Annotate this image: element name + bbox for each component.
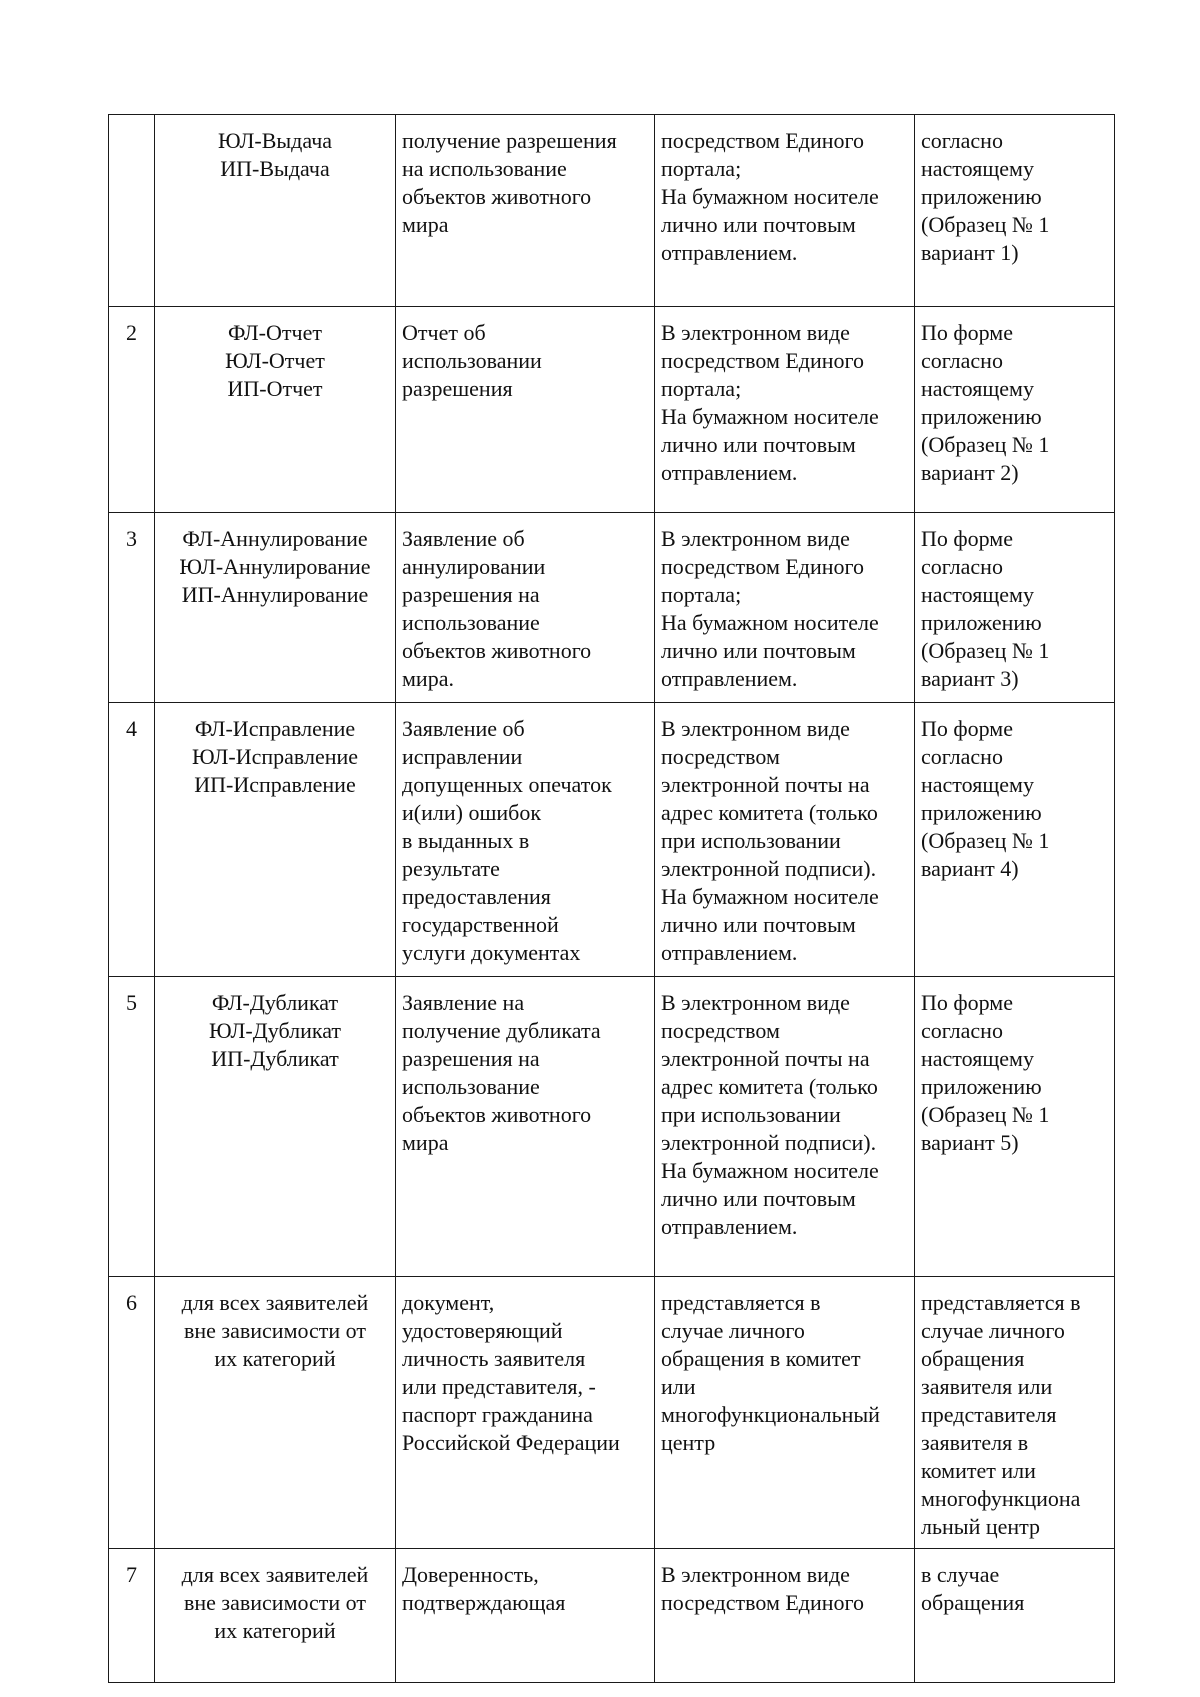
table-row (109, 977, 1115, 1277)
table-row (109, 1277, 1115, 1549)
services-table (108, 114, 1115, 1683)
submission-method-cell: В электронном виде посредством электронной почты на адрес комитета (только при использовании электронной подписи). На бумажном носителе лично или почтовым отправлением. (655, 977, 915, 1277)
form-requirement-cell: По форме согласно настоящему приложению (Образец № 1 вариант 3) (915, 513, 1115, 703)
document-name-cell: получение разрешения на использование объектов животного мира (396, 115, 655, 307)
row-number-cell: 3 (109, 513, 155, 703)
form-requirement-cell: По форме согласно настоящему приложению (Образец № 1 вариант 4) (915, 703, 1115, 977)
row-number-cell (109, 115, 155, 307)
applicant-category-cell: для всех заявителей вне зависимости от их категорий (155, 1549, 396, 1683)
document-name-cell: Заявление на получение дубликата разрешения на использование объектов животного мира (396, 977, 655, 1277)
table-row (109, 703, 1115, 977)
applicant-category-cell: ФЛ-Аннулирование ЮЛ-Аннулирование ИП-Аннулирование (155, 513, 396, 703)
submission-method-cell: представляется в случае личного обращения в комитет или многофункциональный центр (655, 1277, 915, 1549)
submission-method-cell: В электронном виде посредством электронной почты на адрес комитета (только при использовании электронной подписи). На бумажном носителе лично или почтовым отправлением. (655, 703, 915, 977)
form-requirement-cell: в случае обращения (915, 1549, 1115, 1683)
row-number-cell: 2 (109, 307, 155, 513)
form-requirement-cell: По форме согласно настоящему приложению (Образец № 1 вариант 5) (915, 977, 1115, 1277)
document-name-cell: Отчет об использовании разрешения (396, 307, 655, 513)
document-name-cell: Доверенность, подтверждающая (396, 1549, 655, 1683)
document-name-cell: документ, удостоверяющий личность заявителя или представителя, - паспорт гражданина Российской Федерации (396, 1277, 655, 1549)
row-number-cell: 5 (109, 977, 155, 1277)
form-requirement-cell: По форме согласно настоящему приложению (Образец № 1 вариант 2) (915, 307, 1115, 513)
submission-method-cell: В электронном виде посредством Единого портала; На бумажном носителе лично или почтовым отправлением. (655, 513, 915, 703)
table-row (109, 115, 1115, 307)
applicant-category-cell: ФЛ-Исправление ЮЛ-Исправление ИП-Исправление (155, 703, 396, 977)
form-requirement-cell: согласно настоящему приложению (Образец № 1 вариант 1) (915, 115, 1115, 307)
submission-method-cell: В электронном виде посредством Единого (655, 1549, 915, 1683)
applicant-category-cell: ЮЛ-Выдача ИП-Выдача (155, 115, 396, 307)
document-name-cell: Заявление об исправлении допущенных опечаток и(или) ошибок в выданных в результате предоставления государственной услуги документах (396, 703, 655, 977)
table-row (109, 307, 1115, 513)
document-name-cell: Заявление об аннулировании разрешения на использование объектов животного мира. (396, 513, 655, 703)
table-row (109, 1549, 1115, 1683)
submission-method-cell: В электронном виде посредством Единого портала; На бумажном носителе лично или почтовым отправлением. (655, 307, 915, 513)
row-number-cell: 4 (109, 703, 155, 977)
row-number-cell: 7 (109, 1549, 155, 1683)
applicant-category-cell: ФЛ-Отчет ЮЛ-Отчет ИП-Отчет (155, 307, 396, 513)
form-requirement-cell: представляется в случае личного обращения заявителя или представителя заявителя в комитет или многофункциона льный центр (915, 1277, 1115, 1549)
applicant-category-cell: для всех заявителей вне зависимости от их категорий (155, 1277, 396, 1549)
submission-method-cell: посредством Единого портала; На бумажном носителе лично или почтовым отправлением. (655, 115, 915, 307)
row-number-cell: 6 (109, 1277, 155, 1549)
applicant-category-cell: ФЛ-Дубликат ЮЛ-Дубликат ИП-Дубликат (155, 977, 396, 1277)
table-row (109, 513, 1115, 703)
